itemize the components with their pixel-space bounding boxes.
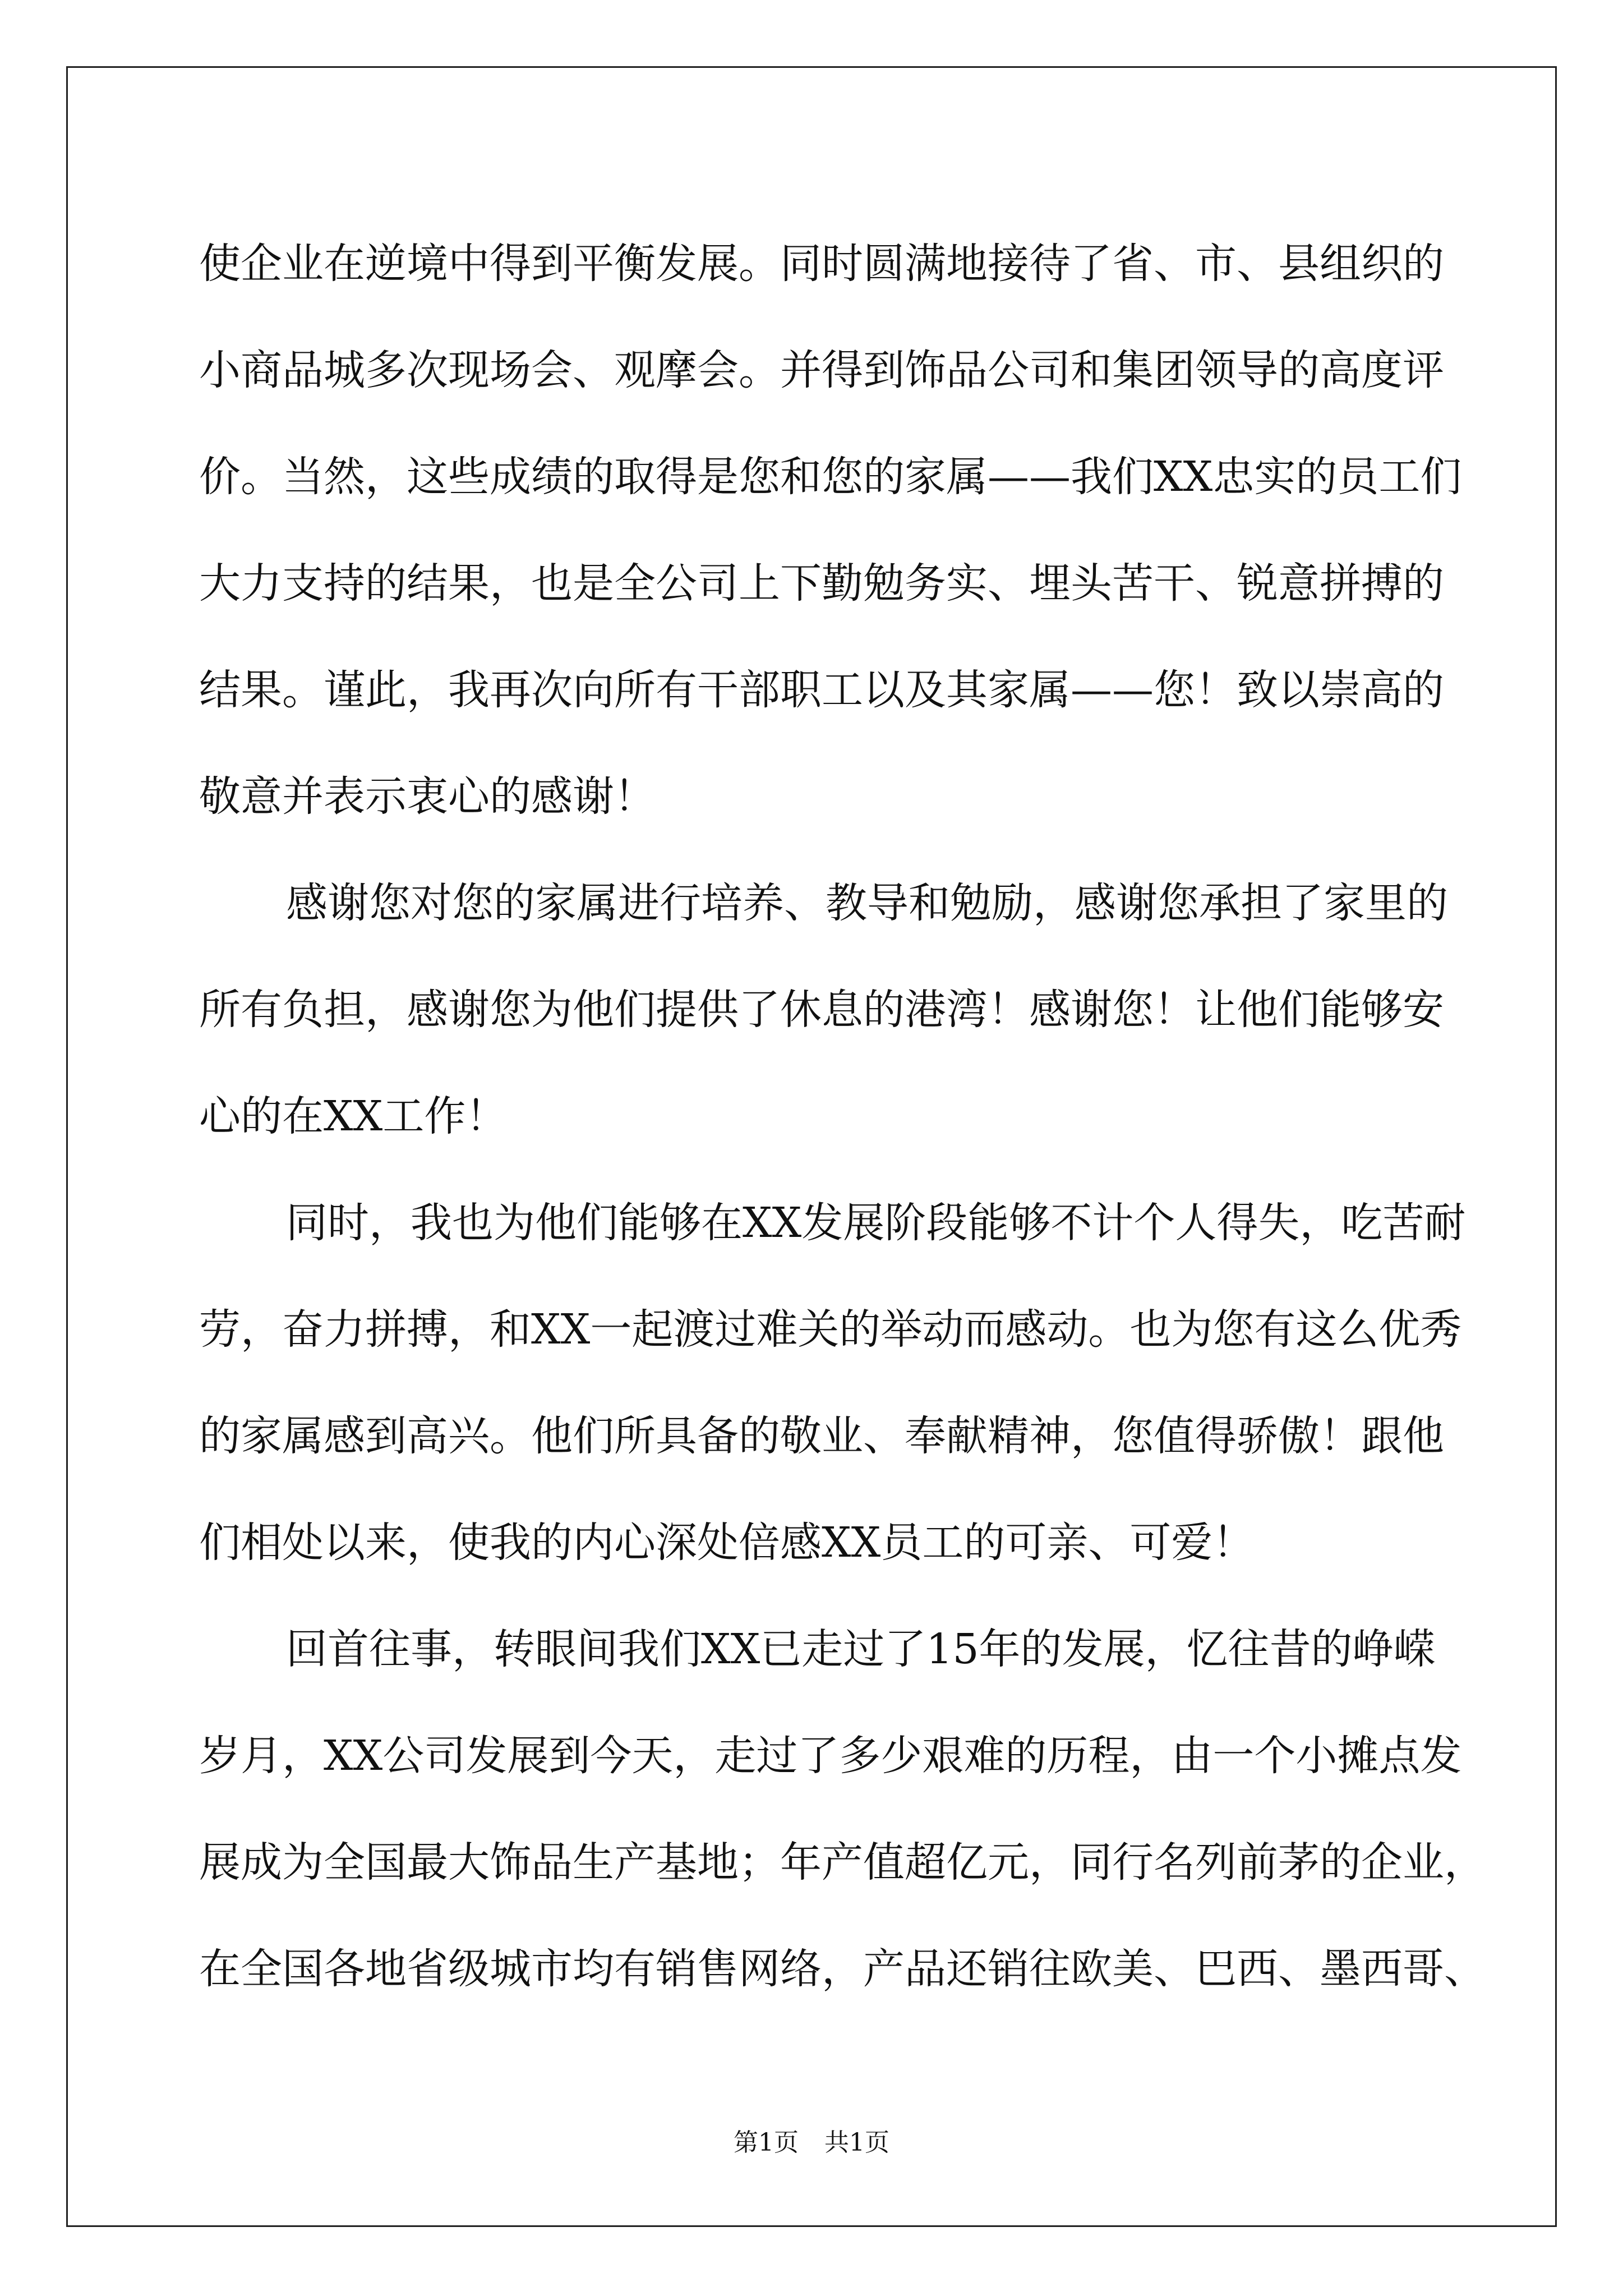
text-line: 大力支持的结果，也是全公司上下勤勉务实、埋头苦干、锐意拼搏的 — [199, 559, 1444, 608]
text-line: 回首往事，转眼间我们XX已走过了15年的发展，忆往昔的峥嵘 — [286, 1625, 1436, 1673]
text-line: 敬意并表示衷心的感谢！ — [199, 772, 656, 821]
text-line: 在全国各地省级城市均有销售网络，产品还销往欧美、巴西、墨西哥、 — [199, 1945, 1486, 1993]
text-line: 感谢您对您的家属进行培养、教导和勉励，感谢您承担了家里的 — [286, 879, 1448, 927]
text-line: 岁月，XX公司发展到今天，走过了多少艰难的历程，由一个小摊点发 — [199, 1732, 1462, 1780]
text-line: 劳，奋力拼搏，和XX一起渡过难关的举动而感动。也为您有这么优秀 — [199, 1305, 1462, 1354]
page-footer — [0, 2126, 1623, 2160]
text-line: 小商品城多次现场会、观摩会。并得到饰品公司和集团领导的高度评 — [199, 346, 1444, 394]
document-body — [199, 210, 1486, 2022]
page-total: 共1页 — [824, 2128, 889, 2157]
page-number: 第1页 — [734, 2128, 799, 2157]
text-line: 心的在XX工作！ — [199, 1092, 508, 1140]
text-line: 的家属感到高兴。他们所具备的敬业、奉献精神，您值得骄傲！跟他 — [199, 1412, 1444, 1460]
text-line: 们相处以来，使我的内心深处倍感XX员工的可亲、可爱！ — [199, 1519, 1255, 1567]
text-line: 使企业在逆境中得到平衡发展。同时圆满地接待了省、市、县组织的 — [199, 240, 1444, 288]
text-line: 展成为全国最大饰品生产基地；年产值超亿元，同行名列前茅的企业， — [199, 1838, 1486, 1887]
text-line: 同时，我也为他们能够在XX发展阶段能够不计个人得失，吃苦耐 — [286, 1199, 1466, 1247]
text-line: 所有负担，感谢您为他们提供了休息的港湾！感谢您！让他们能够安 — [199, 986, 1444, 1034]
text-line: 价。当然，这些成绩的取得是您和您的家属——我们XX忠实的员工们 — [199, 453, 1462, 501]
text-line: 结果。谨此，我再次向所有干部职工以及其家属——您！致以崇高的 — [199, 666, 1444, 714]
